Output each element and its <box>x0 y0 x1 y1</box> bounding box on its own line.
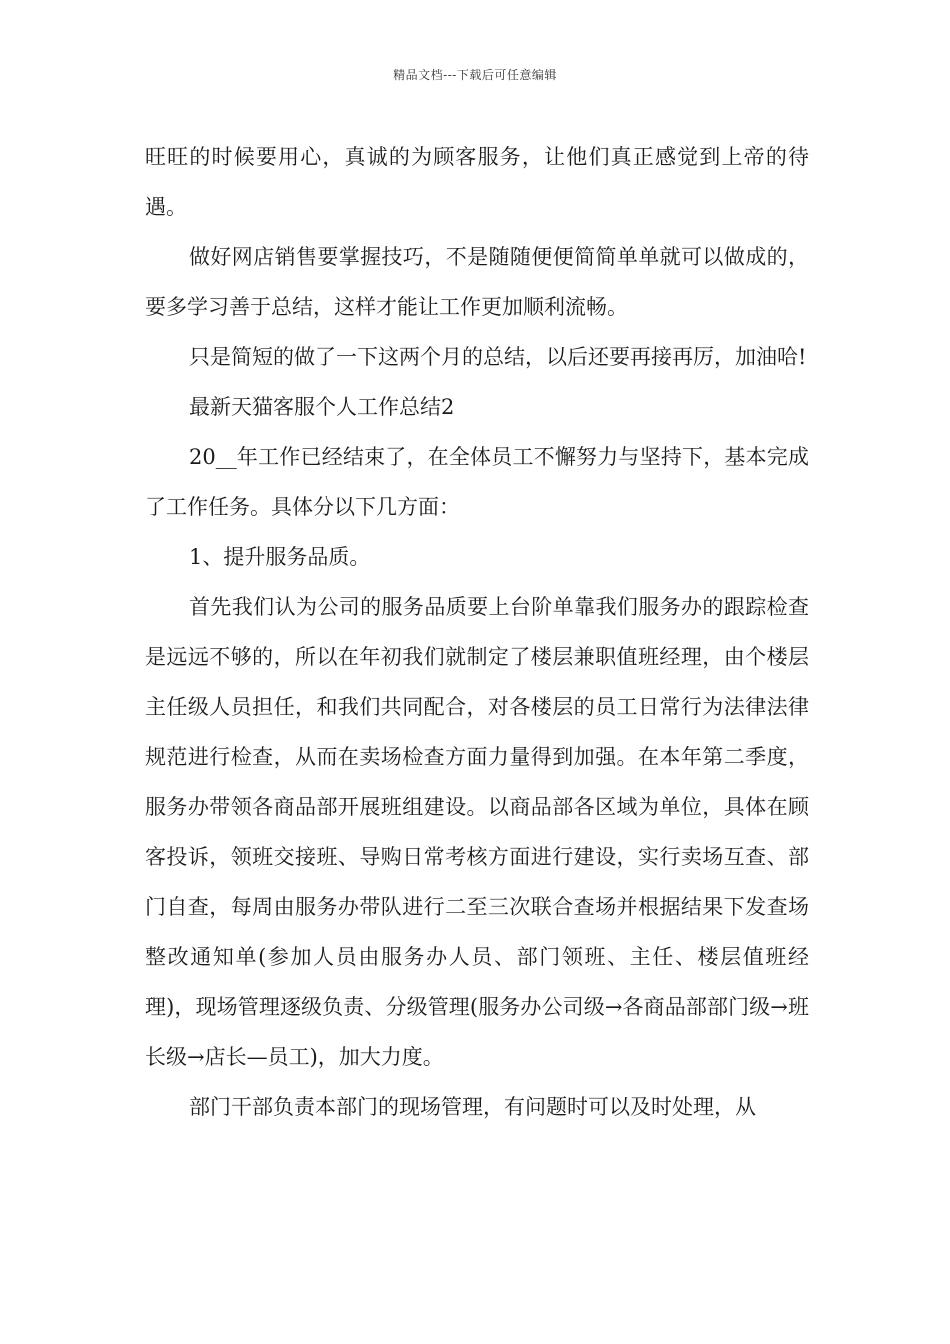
paragraph: 只是简短的做了一下这两个月的总结，以后还要再接再厉，加油哈! <box>189 345 807 369</box>
section-heading: 最新天猫客服个人工作总结2 <box>189 395 455 419</box>
list-item-heading: 1、提升服务品质。 <box>189 545 371 569</box>
page-header: 精品文档---下载后可任意编辑 <box>393 68 557 82</box>
paragraph: 部门干部负责本部门的现场管理，有问题时可以及时处理，从 <box>189 1095 756 1119</box>
paragraph: 首先我们认为公司的服务品质要上台阶单靠我们服务办的跟踪检查是远远不够的，所以在年初我们就制定了楼层兼职值班经理，由个楼层主任级人员担任，和我们共同配合，对各楼层的员工日常行为法律法律规范进行检查，从而在卖场检查方面力量得到加强。在本年第二季度，服务办带领各商品部开展班组建设。以商品部各区域为单位，具体在顾客投诉，领班交接班、导购日常考核方面进行建设，实行卖场互查、部门自查，每周由服务办带队进行二至三次联合查场并根据结果下发查场整改通知单(参加人员由服务办人员、部门领班、主任、楼层值班经理)，现场管理逐级负责、分级管理(服务办公司级→各商品部部门级→班长级→店长—员工)，加大力度。 <box>145 595 809 1069</box>
paragraph: 20__年工作已经结束了，在全体员工不懈努力与坚持下，基本完成了工作任务。具体分以下几方面： <box>145 445 809 519</box>
paragraph: 旺旺的时候要用心，真诚的为顾客服务，让他们真正感觉到上帝的待遇。 <box>145 145 809 219</box>
document-body <box>145 132 809 1132</box>
paragraph: 做好网店销售要掌握技巧，不是随随便便简简单单就可以做成的，要多学习善于总结，这样才能让工作更加顺利流畅。 <box>145 245 809 319</box>
